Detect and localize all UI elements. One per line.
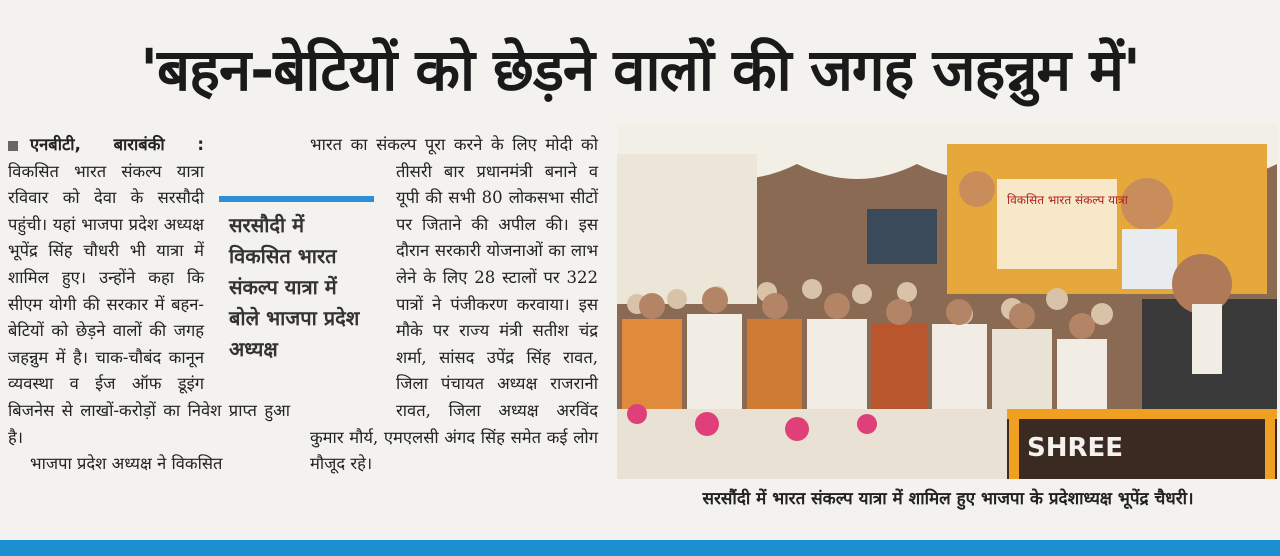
pullquote-box <box>219 196 374 378</box>
bottom-color-bar <box>0 540 1280 556</box>
banner-text: विकसित भारत संकल्प यात्रा <box>1007 193 1128 207</box>
article-text-2: भारत का संकल्प पूरा करने के लिए मोदी को तीसरी बार प्रधानमंत्री बनाने व यूपी की सभी 80 लोकसभा सीटों पर जिताने की अपील की। इस दौरान सरकारी योजनाओं का लाभ लेने के लिए 28 स्टालों पर 322 पात्रों ने पंजीकरण करवाया। इस मौके पर राज्य मंत्री सतीश चंद्र शर्मा, सांसद उपेंद्र सिंह रावत, जिला पंचायत अध्यक्ष राजरानी रावत, जिला अध्यक्ष अरविंद कुमार मौर्य, एमएलसी अंगद सिंह समेत कई लोग मौजूद रहे। <box>310 135 598 474</box>
article-text-1b: भाजपा प्रदेश अध्यक्ष ने विकसित <box>30 454 223 474</box>
pullquote-text: सरसौदी में विकसित भारत संकल्प यात्रा में बोले भाजपा प्रदेश अध्यक्ष <box>229 213 360 361</box>
bullet-icon <box>8 141 18 151</box>
headline: 'बहन-बेटियों को छेड़ने वालों की जगह जहन्नुम में' <box>140 36 1140 104</box>
photo-caption: सरसौंदी में भारत संकल्प यात्रा में शामिल हुए भाजपा के प्रदेशाध्यक्ष भूपेंद्र चैधरी। <box>702 489 1194 509</box>
podium-text: SHREE <box>1027 433 1124 463</box>
article-text-1: विकसित भारत संकल्प यात्रा रविवार को देवा के सरसौदी पहुंची। यहां भाजपा प्रदेश अध्यक्ष भूपेंद्र सिंह चौधरी भी यात्रा में शामिल हुए। उन्होंने कहा कि सीएम योगी की सरकार में बहन-बेटियों को छेड़ने वालों की जगह जहन्नुम में है। चाक-चौबंद कानून व्यवस्था व ईज ऑफ डूइंग बिजनेस से लाखों-करोड़ों का निवेश प्राप्त हुआ है। <box>8 161 290 447</box>
news-photo <box>617 124 1277 479</box>
dateline: एनबीटी, बाराबंकी : <box>30 135 204 154</box>
event-photo-illustration <box>617 124 1277 479</box>
